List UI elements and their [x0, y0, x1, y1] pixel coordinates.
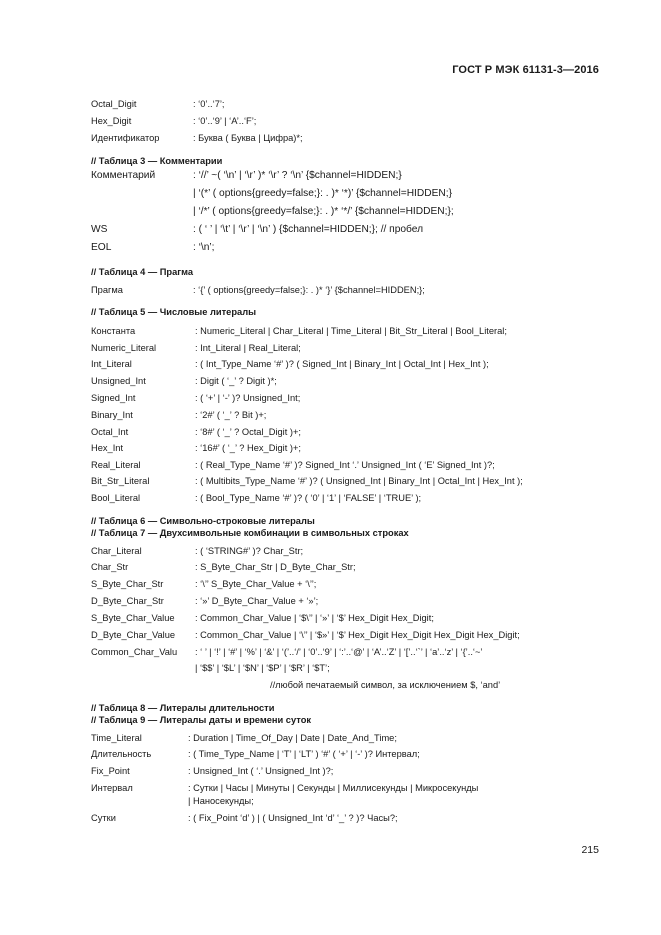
rule-definition: : ‘ ’ | ‘!’ | ‘#’ | ‘%’ | ‘&’ | ‘(’..‘/’ | ‘0’..‘9’ | ‘:’..‘@’ | ‘A’..‘Z’ | ‘[’..‘`’ | ‘a’..‘z’ | ‘{’..‘~’: [195, 647, 483, 657]
rule-definition: : Int_Literal | Real_Literal;: [195, 343, 301, 353]
rule-name: S_Byte_Char_Value: [91, 613, 175, 623]
section-title: // Таблица 5 — Числовые литералы: [91, 307, 257, 317]
rule-name: Hex_Digit: [91, 116, 132, 126]
document-header: ГОСТ Р МЭК 61131-3—2016: [452, 64, 599, 76]
rule-name: Binary_Int: [91, 410, 133, 420]
rule-name: Идентификатор: [91, 133, 160, 143]
rule-name: D_Byte_Char_Str: [91, 596, 164, 606]
rule-definition: : ‘\’’ S_Byte_Char_Value + ‘\’’;: [195, 579, 317, 589]
rule-name: Прагма: [91, 285, 123, 295]
page-number: 215: [581, 844, 599, 856]
rule-name: Bool_Literal: [91, 493, 141, 503]
rule-definition: : Common_Char_Value | ‘$\’’ | ‘»’ | ‘$’ Hex_Digit Hex_Digit;: [195, 613, 434, 623]
rule-definition: : ( Fix_Point ‘d’ ) | ( Unsigned_Int ‘d’ ‘_’ ? )? Часы?;: [188, 813, 398, 823]
rule-name: EOL: [91, 242, 112, 253]
rule-name: Комментарий: [91, 170, 156, 181]
rule-definition: : ‘0’..‘9’ | ‘A’..‘F’;: [193, 116, 257, 126]
rule-name: Signed_Int: [91, 393, 136, 403]
rule-definition: : Common_Char_Value | ‘\’’ | ‘$»’ | ‘$’ Hex_Digit Hex_Digit Hex_Digit Hex_Digit;: [195, 630, 520, 640]
rule-definition: : ( ‘ ’ | ‘\t’ | ‘\r’ | ‘\n’ ) {$channel=HIDDEN;}; // пробел: [193, 224, 424, 235]
rule-name: Hex_Int: [91, 443, 124, 453]
rule-name: Fix_Point: [91, 766, 130, 776]
section-title: // Таблица 6 — Символьно-строковые литералы: [91, 516, 315, 526]
rule-name: Common_Char_Valu: [91, 647, 178, 657]
rule-definition: : S_Byte_Char_Str | D_Byte_Char_Str;: [195, 562, 356, 572]
rule-definition: : ( ‘+’ | ‘-’ )? Unsigned_Int;: [195, 393, 301, 403]
comment-text: //любой печатаемый символ, за исключением $, ‘and’: [270, 680, 501, 690]
section-title: // Таблица 3 — Комментарии: [91, 156, 223, 166]
rule-name: Int_Literal: [91, 359, 132, 369]
rule-name: Константа: [91, 326, 136, 336]
rule-definition: : ( ‘STRING#’ )? Char_Str;: [195, 546, 304, 556]
rule-definition: : Unsigned_Int ( ‘.’ Unsigned_Int )?;: [188, 766, 334, 776]
section-title: // Таблица 9 — Литералы даты и времени суток: [91, 715, 312, 725]
rule-definition: : ( Int_Type_Name ‘#’ )? ( Signed_Int | Binary_Int | Octal_Int | Hex_Int );: [195, 359, 489, 369]
rule-definition: : ‘8#’ ( ‘_’ ? Octal_Digit )+;: [195, 427, 302, 437]
rule-name: Char_Literal: [91, 546, 142, 556]
rule-name: Длительность: [91, 749, 152, 759]
rule-name: Real_Literal: [91, 460, 141, 470]
rule-definition: : Numeric_Literal | Char_Literal | Time_Literal | Bit_Str_Literal | Bool_Literal;: [195, 326, 507, 336]
section-title: // Таблица 4 — Прагма: [91, 267, 194, 277]
rule-definition: : ‘»’ D_Byte_Char_Value + ‘»’;: [195, 596, 319, 606]
rule-name: Bit_Str_Literal: [91, 476, 150, 486]
rule-definition: : ‘\n’;: [193, 242, 215, 253]
rule-definition: : ( Bool_Type_Name ‘#’ )? ( ‘0’ | ‘1’ | ‘FALSE’ | ‘TRUE’ );: [195, 493, 422, 503]
rule-definition: : Duration | Time_Of_Day | Date | Date_And_Time;: [188, 733, 397, 743]
rule-definition: : Digit ( ‘_’ ? Digit )*;: [195, 376, 277, 386]
rule-name: Octal_Int: [91, 427, 129, 437]
rule-name: S_Byte_Char_Str: [91, 579, 164, 589]
section-title: // Таблица 8 — Литералы длительности: [91, 703, 275, 713]
rule-definition: : ‘2#’ ( ‘_’ ? Bit )+;: [195, 410, 267, 420]
rule-definition: | ‘(*’ ( options{greedy=false;}: . )* ‘*)’ {$channel=HIDDEN;}: [193, 188, 452, 199]
rule-definition: : ‘16#’ ( ‘_’ ? Hex_Digit )+;: [195, 443, 302, 453]
rule-name: Numeric_Literal: [91, 343, 157, 353]
rule-definition: : ( Real_Type_Name ‘#’ )? Signed_Int ‘.’ Unsigned_Int ( ‘E’ Signed_Int )?;: [195, 460, 495, 470]
rule-definition: : ( Time_Type_Name | ‘T’ | ‘LT’ ) ‘#’ ( ‘+’ | ‘-’ )? Интервал;: [188, 749, 420, 759]
section-title: // Таблица 7 — Двухсимвольные комбинации в символьных строках: [91, 528, 409, 538]
rule-definition: : ‘{’ ( options{greedy=false;}: . )* ‘}’ {$channel=HIDDEN;};: [193, 285, 425, 295]
rule-name: Unsigned_Int: [91, 376, 146, 386]
rule-definition: | Наносекунды;: [188, 796, 254, 806]
rule-name: Сутки: [91, 813, 116, 823]
rule-name: WS: [91, 224, 108, 235]
rule-name: D_Byte_Char_Value: [91, 630, 176, 640]
rule-definition: : ( Multibits_Type_Name ‘#’ )? ( Unsigned_Int | Binary_Int | Octal_Int | Hex_Int );: [195, 476, 523, 486]
rule-name: Time_Literal: [91, 733, 142, 743]
rule-definition: : ‘0’..‘7’;: [193, 99, 225, 109]
rule-name: Интервал: [91, 783, 133, 793]
rule-definition: : ‘//’ ~( ‘\n’ | ‘\r’ )* ‘\r’ ? ‘\n’ {$channel=HIDDEN;}: [193, 170, 402, 181]
rule-definition: | ‘/*’ ( options{greedy=false;}: . )* ‘*/’ {$channel=HIDDEN;};: [193, 206, 454, 217]
rule-name: Octal_Digit: [91, 99, 137, 109]
rule-definition: | ‘$$’ | ‘$L’ | ‘$N’ | ‘$P’ | ‘$R’ | ‘$T’;: [195, 663, 330, 673]
rule-definition: : Сутки | Часы | Минуты | Секунды | Миллисекунды | Микросекунды: [188, 783, 479, 793]
rule-name: Char_Str: [91, 562, 129, 572]
rule-definition: : Буква ( Буква | Цифра)*;: [193, 133, 303, 143]
